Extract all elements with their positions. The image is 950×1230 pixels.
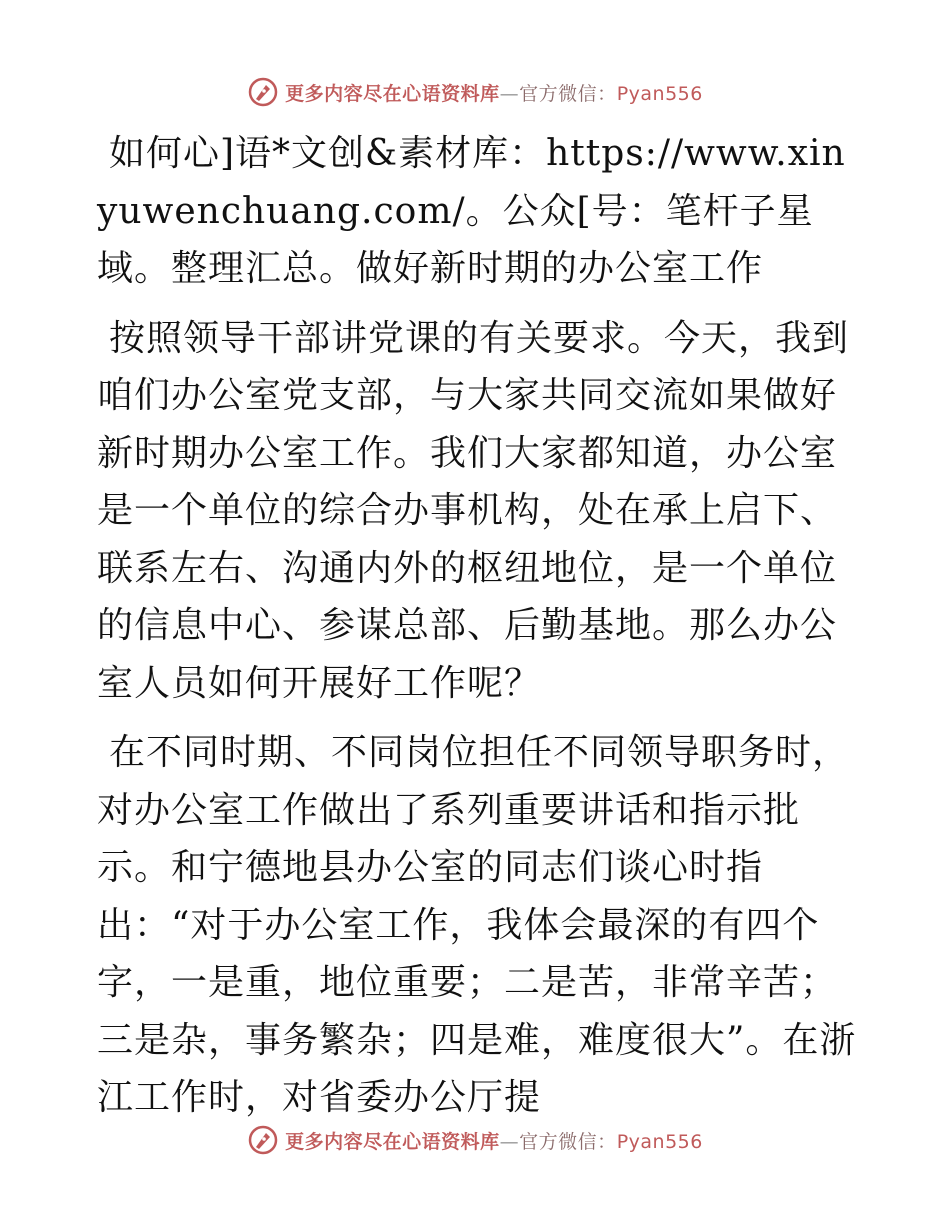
watermark-account: Pyan556 bbox=[616, 1130, 703, 1153]
watermark-wechat-label: 官方微信： bbox=[519, 82, 617, 105]
header-watermark bbox=[0, 72, 950, 112]
document-body bbox=[97, 125, 857, 1139]
watermark-account: Pyan556 bbox=[616, 82, 703, 105]
watermark-dash: — bbox=[499, 1130, 520, 1153]
pen-nib-logo-icon bbox=[247, 1124, 279, 1156]
watermark-text bbox=[285, 1127, 703, 1154]
paragraph-office-role: 按照领导干部讲党课的有关要求。今天，我到咱们办公室党支部，与大家共同交流如果做好新时期办公室工作。我们大家都知道，办公室是一个单位的综合办事机构，处在承上启下、联系左右、沟通内外的枢纽地位，是一个单位的信息中心、参谋总部、后勤基地。那么办公室人员如何开展好工作呢？ bbox=[97, 317, 850, 704]
watermark-slogan: 更多内容尽在心语资料库 bbox=[285, 82, 500, 105]
footer-watermark bbox=[0, 1120, 950, 1160]
watermark-wechat-label: 官方微信： bbox=[519, 1130, 617, 1153]
watermark-slogan: 更多内容尽在心语资料库 bbox=[285, 1130, 500, 1153]
watermark-dash: — bbox=[499, 82, 520, 105]
paragraph-instructions: 在不同时期、不同岗位担任不同领导职务时，对办公室工作做出了系列重要讲话和指示批示。和宁德地县办公室的同志们谈心时指出：“对于办公室工作，我体会最深的有四个字，一是重，地位重要；二是苦，非常辛苦；三是杂，事务繁杂；四是难，难度很大”。在浙江工作时，对省委办公厅提 bbox=[97, 732, 857, 1118]
pen-nib-logo-icon bbox=[247, 76, 279, 108]
paragraph-intro: 如何心]语*文创&素材库：https://www.xinyuwenchuang.com/。公众[号：笔杆子星域。整理汇总。做好新时期的办公室工作 bbox=[97, 133, 846, 289]
watermark-text bbox=[285, 79, 703, 106]
